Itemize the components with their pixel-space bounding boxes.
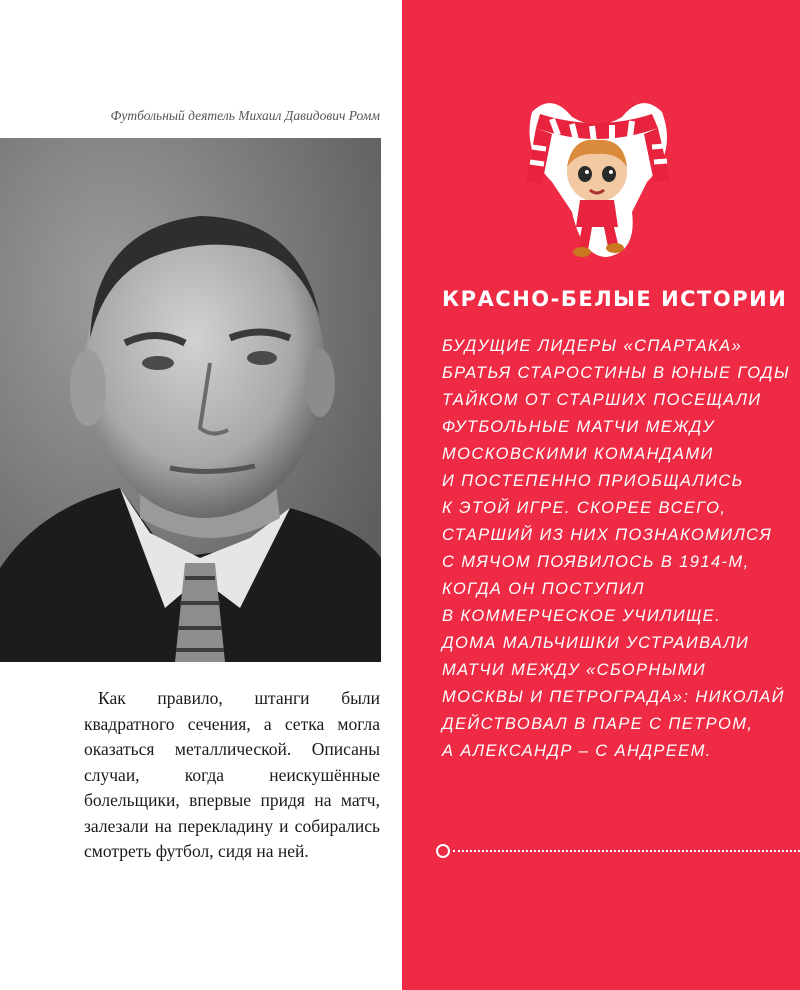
section-title: КРАСНО-БЕЛЫЕ ИСТОРИИ [442, 287, 788, 311]
portrait-illustration [0, 138, 381, 662]
story-text: БУДУЩИЕ ЛИДЕРЫ «СПАРТАКА» БРАТЬЯ СТАРОСТИНЫ В ЮНЫЕ ГОДЫ ТАЙКОМ ОТ СТАРШИХ ПОСЕЩАЛИ ФУТБОЛЬНЫЕ МАТЧИ МЕЖДУ МОСКОВСКИМИ КОМАНДАМИ И ПОСТЕПЕННО ПРИОБЩАЛИСЬ К ЭТОЙ ИГРЕ. СКОРЕЕ ВСЕГО, СТАРШИЙ ИЗ НИХ ПОЗНАКОМИЛСЯ С МЯЧОМ ПОЯВИЛОСЬ В 1914-М, КОГДА ОН ПОСТУПИЛ В КОММЕРЧЕСКОЕ УЧИЛИЩЕ. ДОМА МАЛЬЧИШКИ УСТРАИВАЛИ МАТЧИ МЕЖДУ «СБОРНЫМИ МОСКВЫ И ПЕТРОГРАДА»: НИКОЛАЙ ДЕЙСТВОВАЛ В ПАРЕ С ПЕТРОМ, А АЛЕКСАНДР – С АНДРЕЕМ. [442, 337, 790, 760]
divider-circle-icon [436, 844, 450, 858]
photo-caption: Футбольный деятель Михаил Давидович Ромм [110, 108, 380, 123]
right-page [402, 0, 800, 990]
mascot-logo [512, 92, 682, 262]
portrait-photo [0, 138, 381, 662]
dotted-divider [436, 844, 800, 858]
divider-dots [453, 850, 800, 852]
body-paragraph: Как правило, штанги были квадратного сечения, а сетка могла оказаться металлической. Описаны случаи, когда неискушённые болельщики, впервые придя на матч, залезали на перекладину и собирались смотреть футбол, сидя на ней. [84, 688, 380, 861]
